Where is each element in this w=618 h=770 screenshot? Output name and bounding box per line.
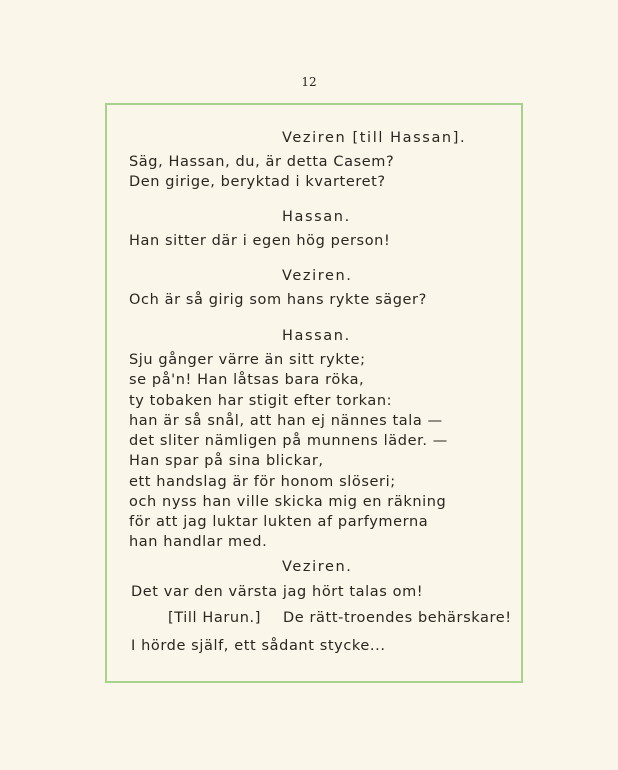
speaker-heading: Veziren [till Hassan]. [282,130,467,146]
verse-line: han handlar med. [129,534,268,550]
verse-line: De rätt-troendes behärskare! [283,610,512,626]
page-number: 12 [301,75,317,89]
speaker-heading: Veziren. [282,559,353,575]
verse-line: ty tobaken har stigit efter torkan: [129,393,393,409]
verse-line: I hörde själf, ett sådant stycke... [131,638,386,654]
stage-direction: [Till Harun.] [168,610,261,626]
verse-line: Han spar på sina blickar, [129,453,324,469]
verse-line: Säg, Hassan, du, är detta Casem? [129,154,395,170]
verse-line: för att jag luktar lukten af parfymerna [129,514,429,530]
speaker-heading: Veziren. [282,268,353,284]
verse-line: se på'n! Han låtsas bara röka, [129,372,365,388]
speaker-heading: Hassan. [282,209,351,225]
speaker-heading: Hassan. [282,328,351,344]
verse-line: och nyss han ville skicka mig en räkning [129,494,447,510]
verse-line: Han sitter där i egen hög person! [129,233,391,249]
verse-line: han är så snål, att han ej nännes tala — [129,413,443,429]
verse-line: Sju gånger värre än sitt rykte; [129,352,366,368]
verse-line: det sliter nämligen på munnens läder. — [129,433,448,449]
verse-line: ett handslag är för honom slöseri; [129,474,396,490]
verse-line: Det var den värsta jag hört talas om! [131,584,424,600]
verse-line: Och är så girig som hans rykte säger? [129,292,427,308]
verse-line: Den girige, beryktad i kvarteret? [129,174,386,190]
